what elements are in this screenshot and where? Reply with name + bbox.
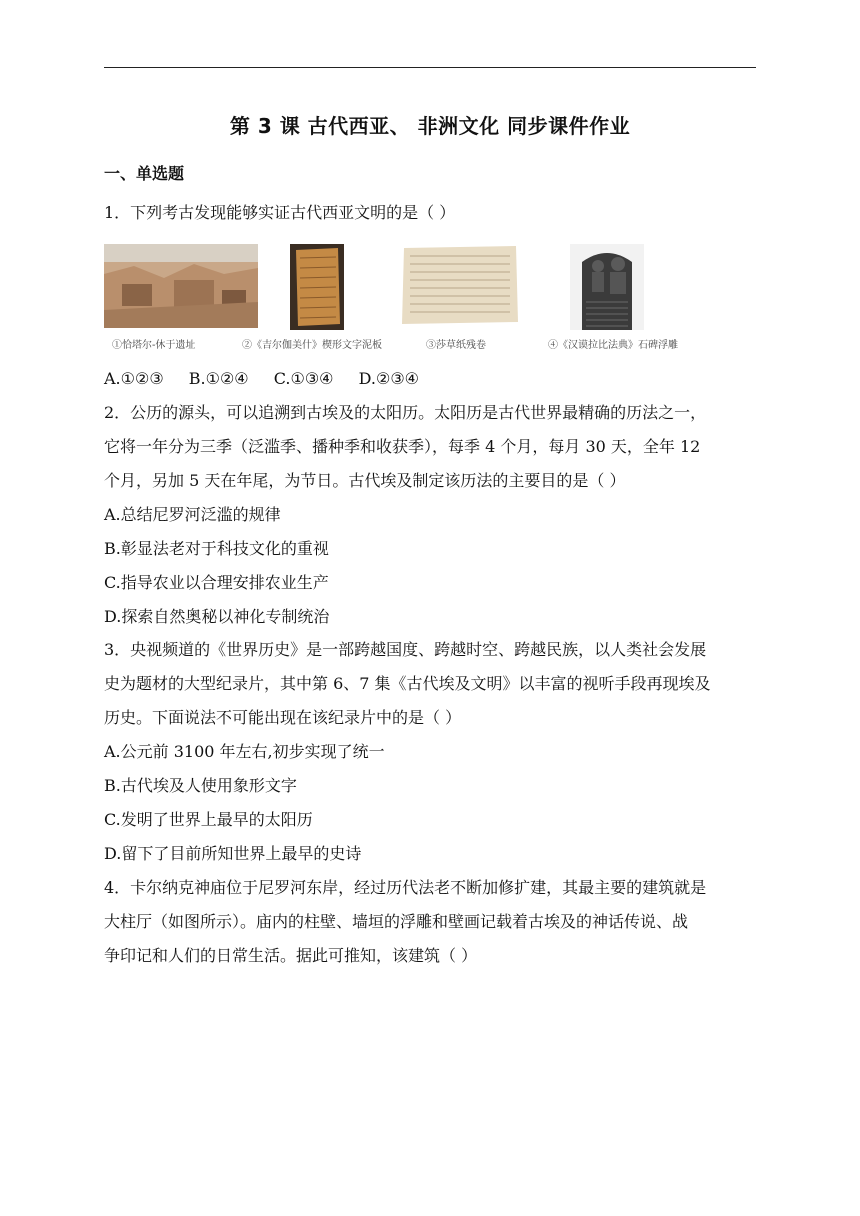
question-2-option-d: D.探索自然奥秘以神化专制统治 <box>104 607 330 626</box>
option-a: A.①②③ <box>104 369 164 388</box>
question-1-figures <box>104 244 704 354</box>
question-3-line-2: 史为题材的大型纪录片，其中第 6、7 集《古代埃及文明》以丰富的视听手段再现埃及 <box>104 674 711 693</box>
question-2-option-a: A.总结尼罗河泛滥的规律 <box>104 505 281 524</box>
excavation-site-photo <box>104 244 258 328</box>
caption-4: ④《汉谟拉比法典》石碑浮雕 <box>548 340 678 351</box>
question-2-option-c: C.指导农业以合理安排农业生产 <box>104 573 329 592</box>
question-2-option-b: B.彰显法老对于科技文化的重视 <box>104 539 329 558</box>
page-title: 第 3 课 古代西亚、 非洲文化 同步课件作业 <box>229 114 631 138</box>
papyrus-scroll-photo <box>400 244 520 326</box>
question-3-option-c: C.发明了世界上最早的太阳历 <box>104 810 313 829</box>
option-d: D.②③④ <box>358 369 419 388</box>
question-2-line-2: 它将一年分为三季（泛滥季、播种季和收获季），每季 4 个月，每月 30 天，全年 12 <box>104 437 701 456</box>
stele-relief-photo <box>570 244 644 330</box>
question-4-line-1: 4．卡尔纳克神庙位于尼罗河东岸，经过历代法老不断加修扩建，其最主要的建筑就是 <box>104 878 707 897</box>
clay-tablet-photo <box>290 244 344 330</box>
caption-1: ①恰塔尔-休于遗址 <box>112 340 196 351</box>
question-1-text: 1．下列考古发现能够实证古代西亚文明的是（ ） <box>104 203 456 222</box>
question-2-line-1: 2．公历的源头，可以追溯到古埃及的太阳历。太阳历是古代世界最精确的历法之一， <box>104 403 707 422</box>
question-2-line-3: 个月，另加 5 天在年尾，为节日。古代埃及制定该历法的主要目的是（ ） <box>104 471 626 490</box>
caption-2: ②《吉尔伽美什》楔形文字泥板 <box>242 340 382 351</box>
option-c: C.①③④ <box>273 369 334 388</box>
question-4-line-2: 大柱厅（如图所示）。庙内的柱壁、墙垣的浮雕和壁画记载着古埃及的神话传说、战 <box>104 912 689 931</box>
question-4-line-3: 争印记和人们的日常生活。据此可推知，该建筑（ ） <box>104 946 478 965</box>
question-3-option-a: A.公元前 3100 年左右,初步实现了统一 <box>104 742 385 761</box>
caption-3: ③莎草纸残卷 <box>426 340 486 351</box>
question-3-line-1: 3．央视频道的《世界历史》是一部跨越国度、跨越时空、跨越民族，以人类社会发展 <box>104 640 707 659</box>
option-b: B.①②④ <box>188 369 249 388</box>
question-3-option-d: D.留下了目前所知世界上最早的史诗 <box>104 844 362 863</box>
question-3-line-3: 历史。下面说法不可能出现在该纪录片中的是（ ） <box>104 708 462 727</box>
header-rule <box>104 67 756 68</box>
section-heading: 一、单选题 <box>104 164 185 183</box>
question-1-options <box>104 369 439 388</box>
question-3-option-b: B.古代埃及人使用象形文字 <box>104 776 297 795</box>
